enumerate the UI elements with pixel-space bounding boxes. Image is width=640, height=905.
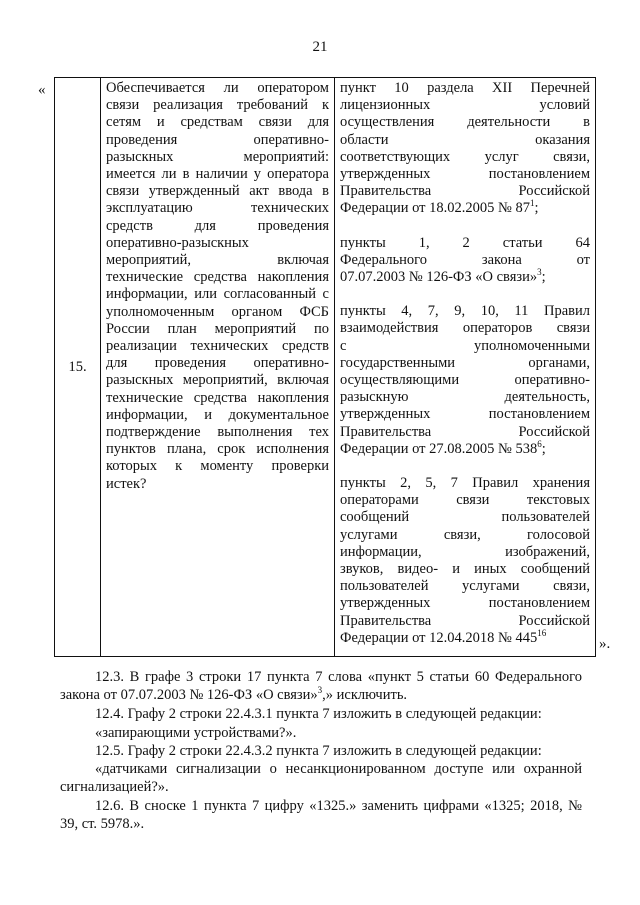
- reference-line: [340, 80, 590, 97]
- paragraph-12-6: 12.6. В сноске 1 пункта 7 цифру «1325.» заменить цифрами «1325; 2018, № 39, ст. 5978.».: [60, 798, 582, 833]
- reference-line-text: Федерации от 18.02.2005 № 87: [340, 200, 530, 217]
- reference-line: [340, 389, 590, 406]
- page-number: 21: [312, 39, 328, 55]
- footnote-marker: 6: [537, 439, 542, 450]
- footnote-marker: 1: [529, 198, 535, 209]
- requirement-line: имеется ли в наличии у оператора: [106, 166, 329, 183]
- reference-line: [340, 492, 590, 509]
- reference-line: [340, 527, 590, 544]
- reference-line: [340, 97, 590, 114]
- reference-line: [340, 544, 590, 561]
- reference-line-text: взаимодействия операторов связи: [340, 320, 590, 337]
- reference-line-text: пункт 10 раздела XII Перечней: [340, 80, 590, 96]
- paragraph-12-4: 12.4. Графу 2 строки 22.4.3.1 пункта 7 изложить в следующей редакции:: [95, 706, 542, 722]
- requirement-line: информации, и документальное: [106, 406, 329, 423]
- reference-line: [340, 630, 590, 647]
- reference-line: [340, 475, 590, 492]
- reference-line-text: пункты 2, 5, 7 Правил хранения: [340, 475, 590, 492]
- reference-line-text: пункты 1, 2 статьи 64: [340, 234, 590, 251]
- reference-line-text: пункты 4, 7, 9, 10, 11 Правил: [340, 303, 590, 320]
- reference-line: [340, 509, 590, 526]
- requirement-line: информации, или согласованный с: [106, 286, 329, 303]
- requirement-line: истек?: [106, 475, 147, 492]
- reference-line: [340, 595, 590, 612]
- reference-line-text: осуществления деятельности в: [340, 114, 590, 131]
- reference-tail: ;: [541, 269, 546, 286]
- reference-line: [340, 424, 590, 441]
- requirement-line: сетям и средствам связи для: [106, 114, 329, 131]
- requirement-line: мероприятий, включая: [106, 252, 329, 269]
- reference-line: [340, 406, 590, 423]
- reference-line-text: утвержденных постановлением: [340, 166, 590, 183]
- requirement-line: связи утвержденный акт ввода в: [106, 183, 329, 200]
- reference-block: [340, 303, 590, 458]
- reference-line: [340, 613, 590, 630]
- reference-line-text: Правительства Российской: [340, 612, 590, 629]
- reference-line: [340, 183, 590, 200]
- references-cell: [335, 78, 596, 657]
- reference-line: [340, 355, 590, 372]
- reference-line-text: области оказания: [340, 131, 590, 148]
- reference-block: [340, 80, 590, 218]
- reference-line-text: лицензионных условий: [340, 97, 590, 114]
- reference-line-text: соответствующих услуг связи,: [340, 148, 590, 165]
- reference-line-text: осуществляющими оперативно-: [340, 372, 590, 389]
- reference-line-text: утвержденных постановлением: [340, 595, 590, 612]
- reference-line-text: пользователей услугами связи,: [340, 578, 590, 595]
- reference-line: [340, 269, 590, 286]
- requirement-line: Обеспечивается ли оператором: [106, 80, 329, 96]
- requirement-line: которых к моменту проверки: [106, 458, 329, 475]
- reference-line: [340, 235, 590, 252]
- reference-line: [340, 132, 590, 149]
- requirement-line: для проведения оперативно-: [106, 355, 329, 372]
- requirement-line: уполномоченным органом ФСБ: [106, 303, 329, 320]
- reference-line: [340, 149, 590, 166]
- requirement-cell: [101, 78, 335, 657]
- footnote-marker: 16: [537, 628, 547, 639]
- requirement-line: разыскных мероприятий, включая: [106, 372, 329, 389]
- requirement-line: подтверждение выполнения тех: [106, 424, 329, 441]
- requirement-line: оперативно-разыскных: [106, 234, 249, 251]
- table-row: [55, 78, 596, 657]
- reference-line-text: государственными органами,: [340, 354, 590, 371]
- requirement-line: реализации технических средств: [106, 338, 329, 355]
- footnote-marker: 3: [537, 267, 542, 278]
- reference-line-text: Правительства Российской: [340, 183, 590, 200]
- paragraph-12-3-text: 12.3. В графе 3 строки 17 пункта 7 слова «пункт 5 статьи 60 Федерального закона от 07.07.2003 № 126-ФЗ «О связи»: [60, 669, 582, 704]
- reference-line: [340, 166, 590, 183]
- reference-tail: ;: [534, 200, 539, 217]
- paragraph-12-5: 12.5. Графу 2 строки 22.4.3.2 пункта 7 изложить в следующей редакции:: [95, 743, 542, 759]
- reference-line: [340, 320, 590, 337]
- reference-line-text: сообщений пользователей: [340, 509, 590, 526]
- reference-line: [340, 441, 590, 458]
- reference-line-text: Федерации от 27.08.2005 № 538: [340, 440, 538, 457]
- reference-line-text: Правительства Российской: [340, 423, 590, 440]
- requirement-line: России план мероприятий по: [106, 320, 329, 337]
- reference-line-text: звуков, видео- и иных сообщений: [340, 561, 590, 578]
- reference-line-text: утвержденных постановлением: [340, 406, 590, 423]
- amendment-table: [54, 77, 596, 657]
- reference-line: [340, 252, 590, 269]
- paragraph-12-3-tail: ,» исключить.: [322, 687, 408, 704]
- paragraph-12-5-value: «датчиками сигнализации о несанкционированном доступе или охранной сигнализацией?».: [60, 761, 582, 796]
- reference-line: [340, 303, 590, 320]
- reference-line: [340, 338, 590, 355]
- requirement-line: пунктов плана, срок исполнения: [106, 441, 329, 458]
- requirement-line: эксплуатацию технических: [106, 200, 329, 217]
- paragraph-12-3: [60, 668, 582, 705]
- reference-block: [340, 475, 590, 647]
- row-number: 15.: [55, 78, 101, 657]
- reference-line-text: Федерации от 12.04.2018 № 445: [340, 629, 538, 646]
- requirement-line: проведения оперативно-: [106, 131, 329, 148]
- opening-quote: «: [38, 82, 46, 98]
- requirement-line: разыскных мероприятий:: [106, 148, 329, 165]
- requirement-line: связи реализация требований к: [106, 97, 329, 114]
- reference-line-text: с уполномоченными: [340, 337, 590, 354]
- reference-block: [340, 235, 590, 287]
- footnote-marker: 3: [317, 685, 323, 696]
- requirement-line: средств для проведения: [106, 217, 329, 234]
- reference-line: [340, 114, 590, 131]
- reference-line-text: Федерального закона от: [340, 251, 590, 268]
- requirement-line: технические средства накопления: [106, 269, 329, 286]
- reference-line-text: 07.07.2003 № 126-ФЗ «О связи»: [340, 269, 538, 286]
- reference-line: [340, 561, 590, 578]
- requirement-line: технические средства накопления: [106, 389, 329, 406]
- reference-line-text: услугами связи, голосовой: [340, 526, 590, 543]
- reference-line-text: операторами связи текстовых: [340, 492, 590, 509]
- reference-line: [340, 578, 590, 595]
- reference-line: [340, 372, 590, 389]
- reference-tail: ;: [541, 440, 546, 457]
- reference-line-text: разыскную деятельность,: [340, 389, 590, 406]
- paragraph-12-4-value: «запирающими устройствами?».: [95, 725, 297, 741]
- reference-line-text: информации, изображений,: [340, 543, 590, 560]
- reference-line: [340, 200, 590, 217]
- closing-quote: ».: [599, 636, 611, 652]
